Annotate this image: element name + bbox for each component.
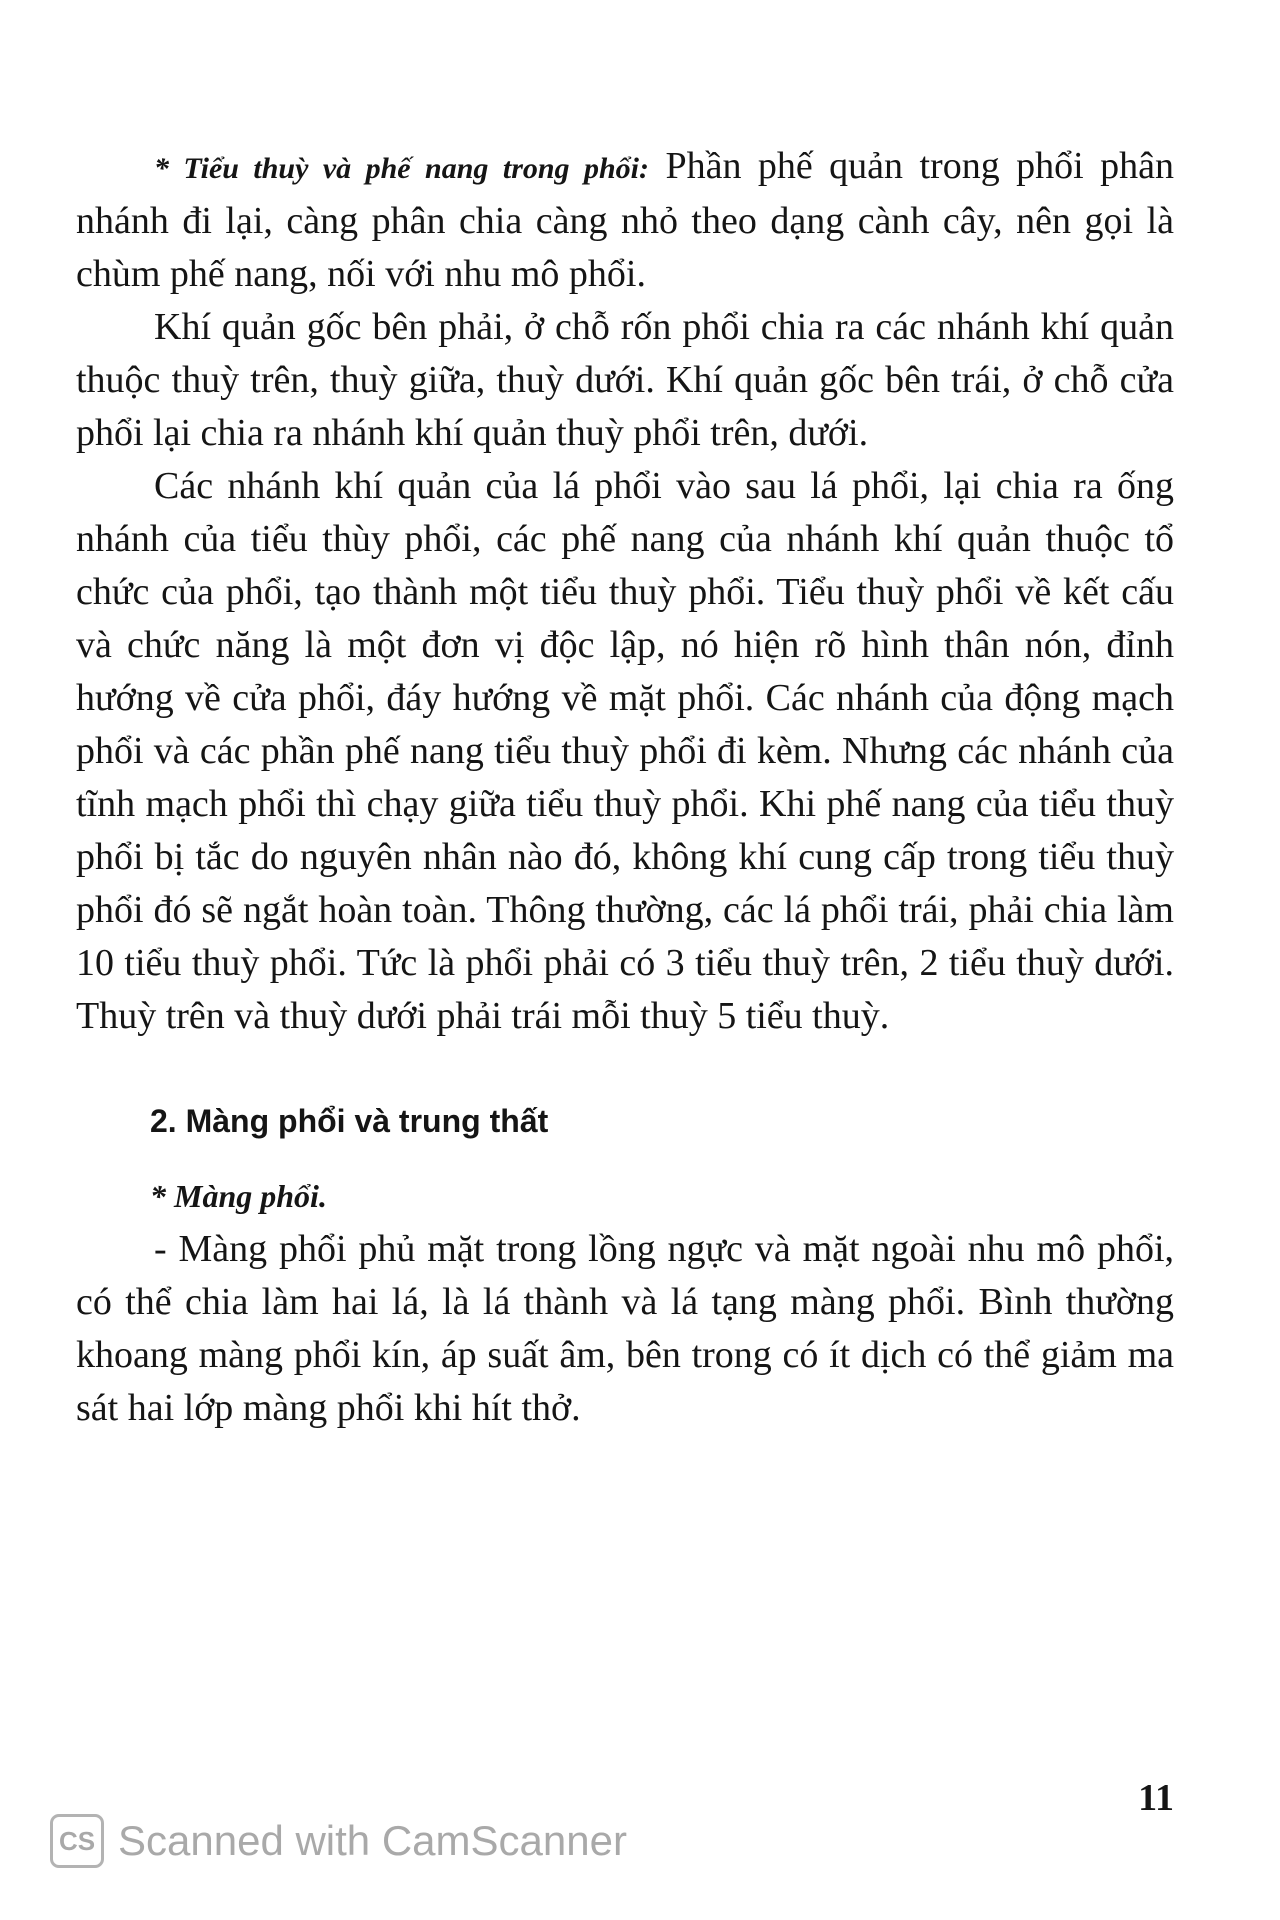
camscanner-watermark (50, 1814, 627, 1868)
paragraph-body: Phần phế quản trong phổi phân nhánh đi lại, càng phân chia càng nhỏ theo dạng cành cây, nên gọi là chùm phế nang, nối với nhu mô phổi. (76, 145, 1174, 295)
paragraph-lobules-alveoli (76, 140, 1174, 301)
camscanner-logo-icon: CS (50, 1814, 104, 1868)
paragraph-pleura: - Màng phổi phủ mặt trong lồng ngực và mặt ngoài nhu mô phổi, có thể chia làm hai lá, là lá thành và lá tạng màng phổi. Bình thường khoang màng phổi kín, áp suất âm, bên trong có ít dịch có thể giảm ma sát hai lớp màng phổi khi hít thở. (76, 1228, 1174, 1429)
book-page-content (76, 140, 1174, 1435)
subsection-heading: * Màng phổi. (150, 1178, 327, 1214)
page-number: 11 (1138, 1777, 1174, 1819)
paragraph-main-bronchi: Khí quản gốc bên phải, ở chỗ rốn phổi chia ra các nhánh khí quản thuộc thuỳ trên, thuỳ giữa, thuỳ dưới. Khí quản gốc bên trái, ở chỗ cửa phổi lại chia ra nhánh khí quản thuỳ phổi trên, dưới. (76, 306, 1174, 454)
section-heading: 2. Màng phổi và trung thất (150, 1103, 549, 1139)
watermark-text: Scanned with CamScanner (118, 1817, 627, 1864)
paragraph-lead-italic: * Tiểu thuỳ và phế nang trong phổi: (154, 152, 650, 185)
paragraph-bronchial-branches: Các nhánh khí quản của lá phổi vào sau lá phổi, lại chia ra ống nhánh của tiểu thùy phổi, các phế nang của nhánh khí quản thuộc tổ chức của phổi, tạo thành một tiểu thuỳ phổi. Tiểu thuỳ phổi về kết cấu và chức năng là một đơn vị độc lập, nó hiện rõ hình thân nón, đỉnh hướng về cửa phổi, đáy hướng về mặt phổi. Các nhánh của động mạch phổi và các phần phế nang tiểu thuỳ phổi đi kèm. Nhưng các nhánh của tĩnh mạch phổi thì chạy giữa tiểu thuỳ phổi. Khi phế nang của tiểu thuỳ phổi bị tắc do nguyên nhân nào đó, không khí cung cấp trong tiểu thuỳ phổi đó sẽ ngắt hoàn toàn. Thông thường, các lá phổi trái, phải chia làm 10 tiểu thuỳ phổi. Tức là phổi phải có 3 tiểu thuỳ trên, 2 tiểu thuỳ dưới. Thuỳ trên và thuỳ dưới phải trái mỗi thuỳ 5 tiểu thuỳ. (76, 465, 1174, 1037)
